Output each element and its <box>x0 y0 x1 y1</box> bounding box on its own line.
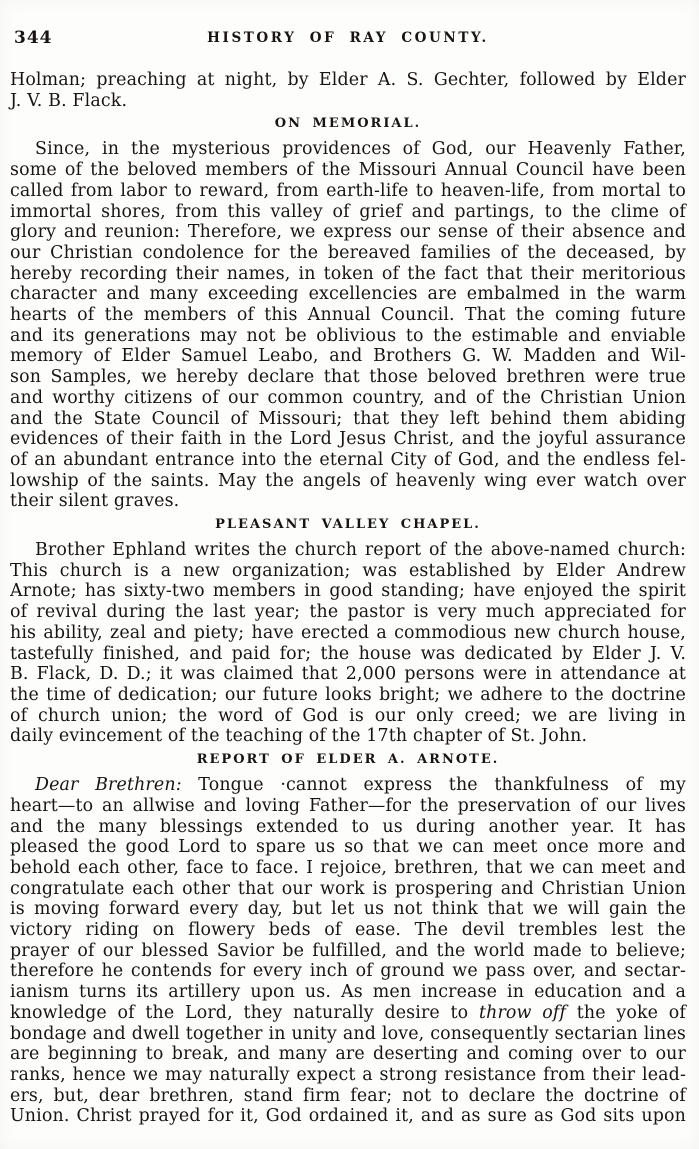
text-line: some of the beloved members of the Missouri Annual Council have been <box>10 160 686 181</box>
text-line: prayer of our blessed Savior be fulfilled, and the world made to believe; <box>10 940 686 961</box>
text-line: Dear Brethren: Tongue ·cannot express the thankfulness of my <box>35 775 686 796</box>
page-header <box>10 28 686 47</box>
text-line: evidences of their faith in the Lord Jesus Christ, and the joyful assurance <box>10 429 686 450</box>
text-line: hearts of the members of this Annual Council. That the coming future <box>10 305 686 326</box>
section-heading: ON MEMORIAL. <box>274 116 422 132</box>
text-line: his ability, zeal and piety; have erected a commodious new church house, <box>10 622 686 643</box>
paragraph <box>10 775 686 1127</box>
text-line: and its generations may not be oblivious to the estimable and enviable <box>10 325 686 346</box>
text-line: and the many blessings extended to us during another year. It has <box>10 816 686 837</box>
text-line: glory and reunion: Therefore, we express our sense of their absence and <box>10 222 686 243</box>
text-line: pleased the good Lord to spare us so that we can meet once more and <box>10 837 686 858</box>
text-line: victory riding on flowery beds of ease. The devil trembles lest the <box>10 920 686 941</box>
page-number: 344 <box>14 28 53 48</box>
paragraph <box>10 540 686 747</box>
text-line: ianism turns its artillery upon us. As men increase in education and a <box>10 982 686 1003</box>
text-line: Brother Ephland writes the church report of the above-named church: <box>35 540 686 561</box>
paragraph <box>10 139 686 512</box>
text-line: therefore he contends for every inch of ground we pass over, and sectar- <box>10 961 686 982</box>
text-line: lowship of the saints. May the angels of heavenly wing ever watch over <box>10 470 686 491</box>
text-line: character and many exceeding excellencies are embalmed in the warm <box>10 284 686 305</box>
text-line: our Christian condolence for the bereaved families of the deceased, by <box>10 242 686 263</box>
paragraph <box>10 70 686 111</box>
text-line: the time of dedication; our future looks bright; we adhere to the doctrine <box>10 684 686 705</box>
text-line: immortal shores, from this valley of grief and partings, to the clime of <box>10 201 686 222</box>
section-heading: PLEASANT VALLEY CHAPEL. <box>215 517 481 533</box>
text-line: Since, in the mysterious providences of God, our Heavenly Father, <box>35 139 686 160</box>
text-line: of an abundant entrance into the eternal City of God, and the endless fel- <box>10 449 686 470</box>
text-line: congratulate each other that our work is prospering and Christian Union <box>10 878 686 899</box>
running-title: HISTORY OF RAY COUNTY. <box>207 30 489 46</box>
text-line: their silent graves. <box>10 491 180 512</box>
text-line: J. V. B. Flack. <box>10 90 128 111</box>
text-line: son Samples, we hereby declare that those beloved brethren were true <box>10 367 686 388</box>
text-line: Arnote; has sixty-two members in good standing; have enjoyed the spirit <box>10 581 686 602</box>
text-line: Holman; preaching at night, by Elder A. S. Gechter, followed by Elder <box>10 70 686 90</box>
text-line: and worthy citizens of our common country, and of the Christian Union <box>10 387 686 408</box>
text-line: This church is a new organization; was established by Elder Andrew <box>10 560 686 581</box>
text-line: of church union; the word of God is our only creed; we are living in <box>10 705 686 726</box>
text-line: are beginning to break, and many are deserting and coming over to our <box>10 1044 686 1065</box>
text-line: bondage and dwell together in unity and love, consequently sectarian lines <box>10 1023 686 1044</box>
text-line: memory of Elder Samuel Leabo, and Brothers G. W. Madden and Wil- <box>10 346 686 367</box>
text-line: of revival during the last year; the pastor is very much appreciated for <box>10 602 686 623</box>
text-line: behold each other, face to face. I rejoice, brethren, that we can meet and <box>10 857 686 878</box>
text-line: heart—to an allwise and loving Father—for the preservation of our lives <box>10 795 686 816</box>
text-line: Union. Christ prayed for it, God ordained it, and as sure as God sits upon <box>10 1106 686 1127</box>
text-line: hereby recording their names, in token of the fact that their meritorious <box>10 263 686 284</box>
text-line: daily evincement of the teaching of the 17th chapter of St. John. <box>10 726 588 747</box>
text-line: knowledge of the Lord, they naturally desire to throw off the yoke of <box>10 1002 686 1023</box>
text-line: ranks, hence we may naturally expect a strong resistance from their lead- <box>10 1064 686 1085</box>
page-body <box>10 70 686 1127</box>
italic-text: throw off <box>478 1002 567 1023</box>
text-line: tastefully finished, and paid for; the house was dedicated by Elder J. V. <box>10 643 686 664</box>
italic-text: Dear Brethren: <box>35 775 182 796</box>
text-line: and the State Council of Missouri; that they left behind them abiding <box>10 408 686 429</box>
section-heading: REPORT OF ELDER A. ARNOTE. <box>196 752 500 768</box>
text-line: called from labor to reward, from earth-life to heaven-life, from mortal to <box>10 180 686 201</box>
text-line: ers, but, dear brethren, stand firm fear; not to declare the doctrine of <box>10 1085 686 1106</box>
text-line: B. Flack, D. D.; it was claimed that 2,000 persons were in attendance at <box>10 664 686 685</box>
text-line: is moving forward every day, but let us not think that we will gain the <box>10 899 686 920</box>
